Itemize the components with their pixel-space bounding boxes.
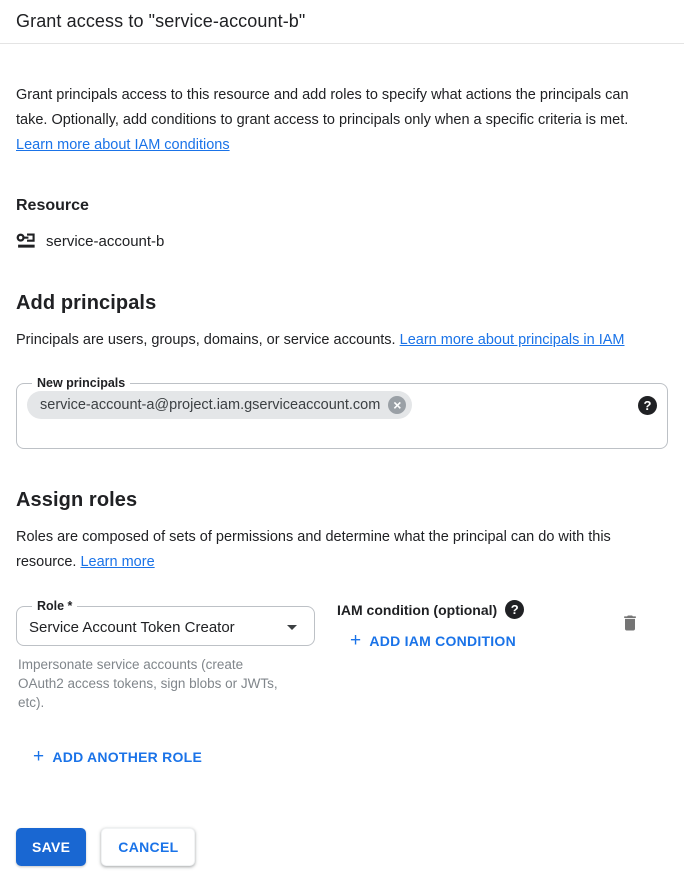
new-principals-help-icon[interactable]: ? — [638, 396, 657, 415]
remove-principal-icon[interactable]: × — [388, 396, 406, 414]
principal-chip-value: service-account-a@project.iam.gserviceaccount.com — [40, 397, 381, 413]
plus-icon: + — [350, 630, 362, 651]
add-principals-heading: Add principals — [16, 292, 157, 314]
add-principals-description — [16, 328, 646, 353]
role-description: Impersonate service accounts (create OAuth2 access tokens, sign blobs or JWTs, etc). — [18, 657, 278, 710]
resource-name: service-account-b — [46, 233, 165, 250]
iam-condition-label-row — [337, 600, 620, 619]
iam-condition-column — [315, 599, 620, 712]
dialog-actions — [16, 828, 668, 866]
role-select-content — [27, 615, 304, 639]
trash-icon — [620, 621, 640, 636]
resource-heading: Resource — [16, 197, 89, 214]
add-iam-condition-button[interactable] — [350, 630, 516, 651]
new-principals-field-label: New principals — [37, 376, 126, 390]
cancel-button[interactable]: CANCEL — [101, 828, 195, 866]
role-select-label: Role * — [37, 599, 73, 613]
new-principals-field[interactable] — [16, 376, 668, 449]
intro-paragraph — [16, 83, 646, 158]
iam-condition-help-icon[interactable]: ? — [505, 600, 524, 619]
assign-roles-heading: Assign roles — [16, 489, 138, 511]
add-iam-condition-label: ADD IAM CONDITION — [369, 633, 516, 649]
save-button[interactable]: SAVE — [16, 828, 86, 866]
dialog-title: Grant access to "service-account-b" — [16, 11, 306, 31]
add-another-role-button[interactable] — [33, 746, 203, 767]
intro-text: Grant principals access to this resource and add roles to specify what actions the principals can take. Optionally, add conditions to grant access to principals only when a specific criteria is met. — [16, 87, 629, 128]
role-row — [16, 599, 668, 712]
dialog-body — [0, 83, 684, 866]
add-principals-description-text: Principals are users, groups, domains, or service accounts. — [16, 332, 400, 348]
assign-roles-description — [16, 525, 646, 575]
add-another-role-label: ADD ANOTHER ROLE — [52, 749, 203, 765]
principals-learn-more-link[interactable]: Learn more about principals in IAM — [399, 332, 625, 348]
principal-chip[interactable] — [27, 391, 412, 419]
dialog-header — [0, 0, 684, 44]
assign-roles-description-text: Roles are composed of sets of permissions and determine what the principal can do with this resource. — [16, 529, 611, 570]
service-account-icon — [16, 231, 37, 252]
role-column — [16, 599, 315, 712]
new-principals-field-content — [27, 391, 657, 419]
delete-role-button[interactable] — [620, 613, 640, 633]
roles-learn-more-link[interactable]: Learn more — [80, 554, 155, 570]
chevron-down-icon — [280, 615, 304, 639]
resource-row — [16, 231, 668, 252]
role-selected-value: Service Account Token Creator — [29, 618, 235, 636]
iam-condition-label: IAM condition (optional) — [337, 601, 498, 618]
plus-icon: + — [33, 746, 45, 767]
role-select[interactable] — [16, 599, 315, 646]
iam-conditions-learn-more-link[interactable]: Learn more about IAM conditions — [16, 137, 230, 153]
